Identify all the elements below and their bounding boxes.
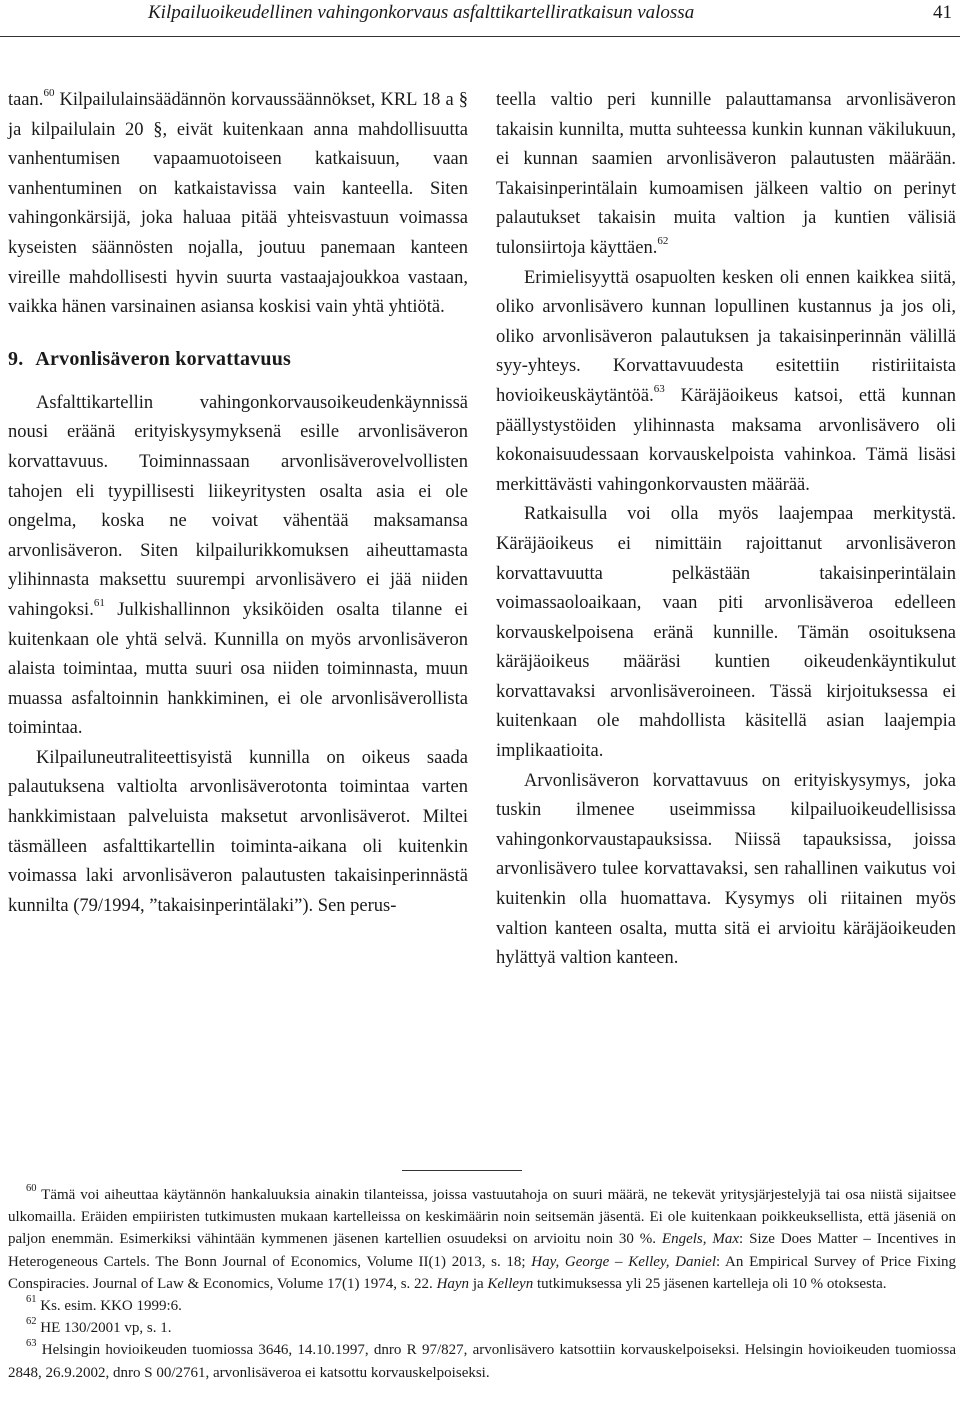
paragraph [496,86,956,264]
paragraph-text: Kilpailulainsäädännön korvaussäännökset, KRL 18 a § ja kilpailulain 20 §, eivät kuitenkaan anna mahdollisuutta vanhentumisen vapaamuotoiseen katkaisuun, vaan vanhentuminen on katkaistavissa vain kanteella. Siten vahingonkärsijä, joka haluaa pitää yhteisvastuun voimassa kyseisten säännösten nojalla, joutuu panemaan kanteen vireille mahdollisesti hyvin suurta vastaajajoukkoa vastaan, vaikka hänen varsinainen asiansa koskisi vain yhtä yhtiötä. [8,90,468,318]
paragraph [496,264,956,501]
footnote-ref[interactable]: 60 [43,86,55,99]
page-number: 41 [933,2,952,23]
footnote-60 [8,1184,956,1295]
footnote-number: 61 [26,1294,37,1306]
footnote-text: ja [469,1275,488,1292]
footnote-text: HE 130/2001 vp, s. 1. [36,1320,172,1337]
footnote-ref[interactable]: 61 [93,596,105,609]
paragraph: Kilpailuneutraliteettisyistä kunnilla on oikeus saada palautuksena valtiolta arvonlisäverotonta toimintaa varten hankkimistaan palveluista maksetut arvonlisäverot. Miltei täsmälleen asfalttikartellin toiminta-aikana oli kuitenkin voimassa laki arvonlisäveron palautusten takaisinperinnästä kunnilta (79/1994, ”takaisinperintälaki”). Sen perus- [8,747,468,916]
section-number: 9. [8,347,24,370]
footnote-divider [402,1170,522,1171]
author-name: Hay, George – Kelley, Daniel [531,1253,716,1270]
footnote-text: tutkimuksessa yli 25 jäsenen kartelleja oli 10 % otoksesta. [533,1275,887,1292]
paragraph-text: taan. [8,90,44,110]
running-title: Kilpailuoikeudellinen vahingonkorvaus asfalttikartelliratkaisun valossa [148,2,695,23]
running-header [0,0,960,26]
right-column [496,86,956,974]
paragraph-text: Erimielisyyttä osapuolten kesken oli ennen kaikkea siitä, oliko arvonlisävero kunnan lopullinen kustannus ja jos oli, oliko arvonlisäveron palautuksen ja takaisinperinnän välillä syy-yhteys. Korvattavuudesta esitettiin ristiriitaista hovioikeuskäytäntöä. [496,267,956,406]
footnote-62 [8,1317,956,1339]
section-heading [8,345,468,373]
paragraph: Ratkaisulla voi olla myös laajempaa merkitystä. Käräjäoikeus ei nimittäin rajoittanut arvonlisäveron korvattavuutta pelkästään takaisinperintälain voimassaoloaikaan, vaan piti arvonlisäveroa edelleen korvauskelpoisena eränä kunnille. Tämän osoituksena käräjäoikeus määräsi kuntien oikeudenkäyntikulut korvattavaksi arvonlisäveroineen. Tässä kirjoituksessa ei kuitenkaan ole mahdollista käsitellä asian laajempia implikaatioita. [496,504,956,762]
paragraph [8,86,468,323]
header-divider [0,36,960,37]
footnote-text: : An Empirical Survey of Price Fixing Conspiracies. Journal of Law & Economics, Volume 17(1) 1974, s. 22. [8,1253,956,1292]
paragraph-text: Julkishallinnon yksiköiden osalta tilanne ei kuitenkaan ole yhtä selvä. Kunnilla on myös arvonlisäveron alaista toimintaa, mutta suuri osa niiden toiminnasta, muun muassa asfaltoinnin hankkiminen, ei ole arvonlisäverollista toimintaa. [8,599,468,739]
footnote-63 [8,1339,956,1383]
author-name: Hayn [436,1275,470,1292]
footnote-text: Ks. esim. KKO 1999:6. [36,1298,182,1315]
footnote-ref[interactable]: 62 [657,234,669,247]
footnote-61 [8,1295,956,1317]
footnote-text: Helsingin hovioikeuden tuomiossa 3646, 14.10.1997, dnro R 97/827, arvonlisävero katsottiin korvauskelpoiseksi. Helsingin hovioikeuden tuomiossa 2848, 26.9.2002, dnro S 00/2761, arvonlisäveroa ei katsottu korvauskelpoiseksi. [8,1342,956,1381]
footnote-text: Tämä voi aiheuttaa käytännön hankaluuksia ainakin tilanteissa, joissa vastuutahoja on suuri määrä, ne tekevät yritysjärjestelyjä tai osa niistä sijaitsee ulkomailla. Eräiden empiiristen tutkimusten mukaan kartelleissa on keskimäärin noin seitsemän jäsentä. Ei ole kuitenkaan poikkeuksellista, että jäseniä on paljon enemmän. Esimerkiksi vähintään kymmenen jäsenen kartellien osuudeksi on arvioitu noin 30 %. [8,1187,956,1248]
footnote-number: 63 [26,1338,37,1350]
section-title: Arvonlisäveron korvattavuus [35,347,292,370]
footnote-number: 62 [26,1316,37,1328]
paragraph: Arvonlisäveron korvattavuus on erityiskysymys, joka tuskin ilmenee useimmissa kilpailuoikeudellisissa vahingonkorvaustapauksissa. Niissä tapauksissa, joissa arvonlisävero tulee korvattavaksi, sen rahallinen vaikutus voi kuitenkin olla huomattava. Kysymys oli riitainen myös valtion kanteen osalta, mutta sitä ei arvioitu käräjäoikeuden hylättyä valtion kanteen. [496,770,956,969]
paragraph [8,389,468,744]
author-name: Engels, Max [661,1231,740,1248]
footnote-text: : Size Does Matter – Incentives in Heterogeneous Cartels. The Bonn Journal of Economics, Volume II(1) 2013, s. 18; [8,1231,956,1270]
left-column [8,86,468,921]
paragraph-text: teella valtio peri kunnille palauttamansa arvonlisäveron takaisin kunnilta, mutta suhteessa kunkin kunnan väkilukuun, ei kunnan saamien arvonlisäveron palautusten määrään. Takaisinperintälain kumoamisen jälkeen valtio on perinyt palautukset takaisin muita valtion ja kuntien välisiä tulonsiirtoja käyttäen. [496,90,956,258]
author-name: Kelleyn [487,1275,534,1292]
paragraph-text: Asfalttikartellin vahingonkorvausoikeudenkäynnissä nousi eräänä erityiskysymyksenä esille arvonlisäveron korvattavuus. Toiminnassaan arvonlisäverovelvollisten tahojen eli tyypillisesti liikeyritysten osalta asia ei ole ongelma, koska ne voivat vähentää maksamansa arvonlisäveron. Siten kilpailurikkomuksen aiheuttamasta ylihinnasta maksettu suurempi arvonlisävero ei jää niiden vahingoksi. [8,392,468,620]
paragraph-text: Käräjäoikeus katsoi, että kunnan päällystystöiden ylihinnasta maksama arvonlisävero oli kokonaisuudessaan korvauskelpoista vahinkoa. Tämä lisäsi merkittävästi vahingonkorvausten määrää. [496,385,956,495]
footnotes [8,1184,956,1384]
footnote-number: 60 [26,1183,37,1194]
footnote-ref[interactable]: 63 [653,382,665,395]
